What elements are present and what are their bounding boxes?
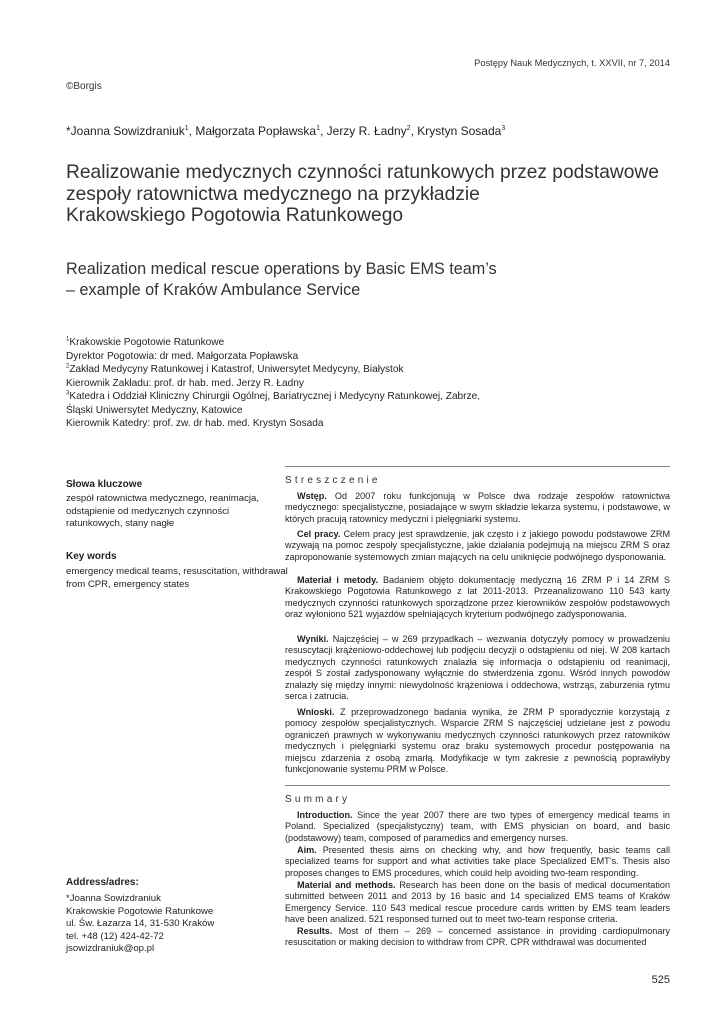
keywords-en-text: emergency medical teams, resuscitation, withdrawal from CPR, emergency states xyxy=(66,566,288,590)
abstract-paragraph: Wyniki. Najczęściej – w 269 przypadkach – wezwania dotyczyły pomocy w prowadzeniu resuscytacji krążeniowo-oddechowej lub podjęciu decyzji o odstąpieniu od niej. W 208 kartach medycznych czynności ratunkowych znalazła się informacja o odstąpieniu od reanimacji, zespół S został zadysponowany wyłącznie do stwierdzenia zgonu. Wśród innych powodów znalazły się między innymi: niewydolność krążeniowa i oddechowa, wstrząs, zaburzenia rytmu serca i zatrucia. xyxy=(285,634,670,702)
affiliation-line: Kierownik Zakładu: prof. dr hab. med. Jerzy R. Ładny xyxy=(66,377,304,389)
summary-heading: Summary xyxy=(285,794,351,805)
journal-header: Postępy Nauk Medycznych, t. XXVII, nr 7, 2014 xyxy=(474,58,670,68)
streszczenie-heading: Streszczenie xyxy=(285,475,381,486)
title-line: Krakowskiego Pogotowia Ratunkowego xyxy=(66,205,404,226)
title-line: Realizowanie medycznych czynności ratunkowych przez podstawowe xyxy=(66,162,659,183)
corresponding-mark: * xyxy=(66,124,71,138)
summary-paragraph: Material and methods. Research has been done on the basis of medical documentation submitted between 2011 and 2013 by 16 basic and 14 specialized EMS teams of Kraków Emergency Service. 110 543 medical rescue procedure cards written by EMS team leaders have been analized. 521 responsed turned out to meet two-team response criteria. xyxy=(285,880,671,925)
affiliation-line: $^1$Krakowskie Pogotowie Ratunkowe xyxy=(66,336,225,348)
author-name: Małgorzata Popławska xyxy=(195,124,317,138)
address-line: Krakowskie Pogotowie Ratunkowe xyxy=(66,905,214,917)
affiliation-line: Kierownik Katedry: prof. zw. dr hab. med. Krystyn Sosada xyxy=(66,418,324,429)
affiliation-line: $^3$Katedra i Oddział Kliniczny Chirurgii Ogólnej, Bariatrycznej i Medycyny Ratunkowej, Zabrze, xyxy=(66,390,480,402)
keywords-pl-text: zespół ratownictwa medycznego, reanimacja, odstąpienie od medycznych czynności ratunkowych, stany nagłe xyxy=(66,493,260,530)
address-heading: Address/adres: xyxy=(66,877,139,888)
address-line: ul. Św. Łazarza 14, 31-530 Kraków xyxy=(66,918,215,930)
keywords-en-heading: Key words xyxy=(66,551,117,562)
address-block xyxy=(66,893,276,956)
address-line: *Joanna Sowizdraniuk xyxy=(66,893,161,904)
section-rule xyxy=(285,466,670,467)
author-name: Joanna Sowizdraniuk xyxy=(70,124,185,138)
abstract-paragraph: Materiał i metody. Badaniem objęto dokumentację medyczną 16 ZRM P i 14 ZRM S Krakowskiego Pogotowia Ratunkowego z lat 2011-2013. Przeanalizowano 110 543 karty medycznych czynności ratunkowych sporządzone przez kierowników zespołów podstawowych oraz wyłoniono 521 wyjazdów spełniających kryterium podwójnego zadysponowania. xyxy=(285,575,671,620)
title-line: Realization medical rescue operations by Basic EMS team’s xyxy=(66,260,497,278)
abstract-paragraph: Cel pracy. Celem pracy jest sprawdzenie, jak często i z jakiego powodu podstawowe ZRM wzywają na pomoc zespoły specjalistyczne, jakie działania podejmują na miejscu ZRM S oraz zaproponowanie systemowych zmian mających na celu uniknięcie podwójnego dysponowania. xyxy=(285,529,671,562)
author-list: *Joanna Sowizdraniuk$^1$, Małgorzata Popławska$^1$, Jerzy R. Ładny$^2$, Krystyn Sosada$^3$ xyxy=(66,124,506,138)
summary-paragraph: Results. Most of them – 269 – concerned assistance in providing cardiopulmonary resuscitation or making decision to withdraw from CPR. CPR withdrawal was documented xyxy=(285,926,670,948)
author-name: Jerzy R. Ładny xyxy=(326,124,407,138)
author-name: Krystyn Sosada xyxy=(417,124,502,138)
title-line: zespoły ratownictwa medycznego na przykładzie xyxy=(66,183,480,205)
author-affil-ref: 3 xyxy=(501,125,506,132)
affiliation-line: Śląski Uniwersytet Medyczny, Katowice xyxy=(66,404,243,416)
section-rule xyxy=(285,785,670,786)
title-english xyxy=(66,259,686,300)
author-affil-ref: 2 xyxy=(406,125,411,132)
affiliations xyxy=(66,336,626,431)
author-affil-ref: 1 xyxy=(184,125,189,132)
title-polish xyxy=(66,162,686,227)
author-affil-ref: 1 xyxy=(316,125,320,132)
summary-paragraph: Aim. Presented thesis aims on checking why, and how frequently, basic teams call specialized teams for support and what activities take place Specialized EMT’s. Thesis also proposes changes to EMS procedures, which could help avoiding two-team responding. xyxy=(285,845,670,878)
abstract-paragraph: Wnioski. Z przeprowadzonego badania wynika, że ZRM P sporadycznie korzystają z pomocy zespołów specjalistycznych. Wsparcie ZRM S najczęściej udzielane jest z powodu ograniczeń prawnych w wykonywaniu medycznych czynności ratunkowych przez ratowników medycznych i pielęgniarki systemu oraz braku systemowych procedur postępowania na miejscu zdarzenia z osobą zmarłą. Modyfikacje w tym zakresie z pewnością poprawiłyby funkcjonowanie systemu PRM w Polsce. xyxy=(285,707,670,775)
address-line: tel. +48 (12) 424-42-72 xyxy=(66,930,164,942)
address-line: jsowizdraniuk@op.pl xyxy=(66,943,155,955)
publisher-mark: ©Borgis xyxy=(66,81,102,92)
summary-paragraph: Introduction. Since the year 2007 there are two types of emergency medical teams in Poland. Specialized (specjalistyczny) team, with EMS physician on board, and basic (podstawowy) team, composed of paramedics and emergency nurses. xyxy=(285,810,670,843)
page-number: 525 xyxy=(651,974,670,986)
abstract-paragraph: Wstęp. Od 2007 roku funkcjonują w Polsce dwa rodzaje zespołów ratownictwa medycznego: specjalistyczne, posiadające w swym składzie lekarza systemu, i podstawowe, w których pracują ratownicy medyczni i pielęgniarki systemu. xyxy=(285,491,671,524)
keywords-pl-heading: Słowa kluczowe xyxy=(66,479,143,490)
affiliation-line: $^2$Zakład Medycyny Ratunkowej i Katastrof, Uniwersytet Medycyny, Białystok xyxy=(66,363,404,375)
title-line: – example of Kraków Ambulance Service xyxy=(66,280,361,299)
affiliation-line: Dyrektor Pogotowia: dr med. Małgorzata Popławska xyxy=(66,350,299,362)
